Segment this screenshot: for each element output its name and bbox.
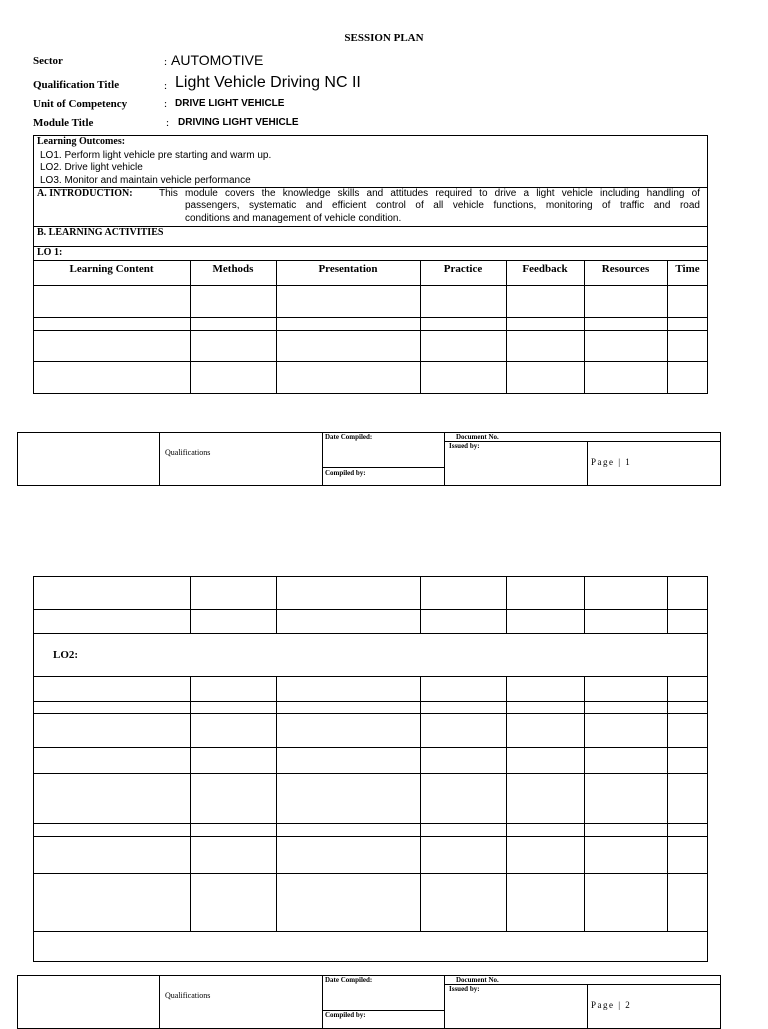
table-column-divider	[667, 576, 668, 633]
table-column-divider	[190, 576, 191, 633]
lo1-label: LO 1:	[37, 247, 63, 258]
table-row-divider	[33, 931, 708, 932]
table-column-divider	[420, 260, 421, 394]
footer-compiled-by: Compiled by:	[325, 1011, 366, 1019]
table-column-divider	[506, 260, 507, 394]
footer-document-no: Document No.	[456, 976, 499, 984]
module-label: Module Title	[33, 117, 94, 129]
learning-activities-heading: B. LEARNING ACTIVITIES	[37, 227, 164, 238]
qualification-label: Qualification Title	[33, 79, 120, 91]
column-header-resources: Resources	[601, 263, 650, 275]
column-header-methods: Methods	[212, 263, 254, 275]
table-column-divider	[584, 676, 585, 931]
footer-date-compiled: Date Compiled:	[325, 976, 373, 984]
footer-divider	[444, 441, 721, 442]
unit-value: DRIVE LIGHT VEHICLE	[175, 98, 285, 109]
footer-divider	[159, 975, 160, 1029]
sector-value: AUTOMOTIVE	[171, 52, 264, 68]
column-header-presentation: Presentation	[318, 263, 378, 275]
footer-date-compiled: Date Compiled:	[325, 433, 373, 441]
table-column-divider	[667, 260, 668, 394]
introduction-line-1: This module covers the knowledge skills and attitudes required to drive a light vehicle including handling of	[159, 188, 700, 199]
learning-outcome-1: LO1. Perform light vehicle pre starting and warm up.	[40, 150, 272, 161]
table-column-divider	[276, 260, 277, 394]
footer-divider	[322, 467, 444, 468]
table-column-divider	[190, 676, 191, 931]
sector-colon: :	[164, 56, 168, 68]
table-row-divider	[33, 285, 708, 286]
table-row-divider	[33, 330, 708, 331]
table-column-divider	[667, 676, 668, 931]
table-row-divider	[33, 317, 708, 318]
qualification-value: Light Vehicle Driving NC II	[175, 74, 361, 91]
learning-outcomes-heading: Learning Outcomes:	[37, 136, 126, 147]
unit-label: Unit of Competency	[33, 98, 128, 110]
table-column-divider	[190, 260, 191, 394]
divider	[33, 260, 708, 261]
footer-divider	[587, 441, 588, 486]
table-row-divider	[33, 633, 708, 634]
table-row-divider	[33, 701, 708, 702]
footer-divider	[322, 975, 323, 1029]
table-column-divider	[420, 576, 421, 633]
column-header-learning-content: Learning Content	[69, 263, 154, 275]
qualification-colon: :	[164, 80, 168, 92]
learning-outcome-3: LO3. Monitor and maintain vehicle performance	[40, 175, 251, 186]
footer-divider	[159, 432, 160, 486]
table-column-divider	[276, 576, 277, 633]
table-row-divider	[33, 676, 708, 677]
footer-qualifications: Qualifications	[165, 991, 211, 1000]
footer-divider	[322, 432, 323, 486]
table-row-divider	[33, 609, 708, 610]
footer-issued-by: Issued by:	[449, 985, 480, 993]
table-column-divider	[584, 576, 585, 633]
divider	[33, 246, 708, 247]
table-row-divider	[33, 823, 708, 824]
table-row-divider	[33, 747, 708, 748]
learning-outcome-2: LO2. Drive light vehicle	[40, 162, 143, 173]
column-header-feedback: Feedback	[522, 263, 568, 275]
table-row-divider	[33, 873, 708, 874]
table-column-divider	[584, 260, 585, 394]
page-title: SESSION PLAN	[344, 32, 424, 44]
sector-label: Sector	[33, 55, 63, 67]
footer-issued-by: Issued by:	[449, 442, 480, 450]
module-value: DRIVING LIGHT VEHICLE	[178, 117, 299, 128]
page-number: Page | 1	[591, 457, 632, 467]
introduction-line-3: conditions and management of vehicle condition.	[185, 213, 402, 224]
page-number: Page | 2	[591, 1000, 632, 1010]
table-row-divider	[33, 773, 708, 774]
table-column-divider	[506, 576, 507, 633]
table-column-divider	[420, 676, 421, 931]
table-row-divider	[33, 361, 708, 362]
table-row-divider	[33, 713, 708, 714]
lo2-label: LO2:	[53, 649, 79, 661]
unit-colon: :	[164, 98, 168, 110]
table-column-divider	[506, 676, 507, 931]
column-header-time: Time	[675, 263, 700, 275]
footer-divider	[587, 984, 588, 1029]
introduction-label: A. INTRODUCTION:	[37, 188, 133, 199]
table-column-divider	[276, 676, 277, 931]
footer-compiled-by: Compiled by:	[325, 469, 366, 477]
footer-qualifications: Qualifications	[165, 448, 211, 457]
introduction-line-2: passengers, systematic and efficient control of all vehicle functions, monitoring of traffic and road	[185, 200, 700, 211]
table-row-divider	[33, 836, 708, 837]
column-header-practice: Practice	[443, 263, 483, 275]
footer-divider	[444, 984, 721, 985]
module-colon: :	[166, 117, 170, 129]
footer-document-no: Document No.	[456, 433, 499, 441]
